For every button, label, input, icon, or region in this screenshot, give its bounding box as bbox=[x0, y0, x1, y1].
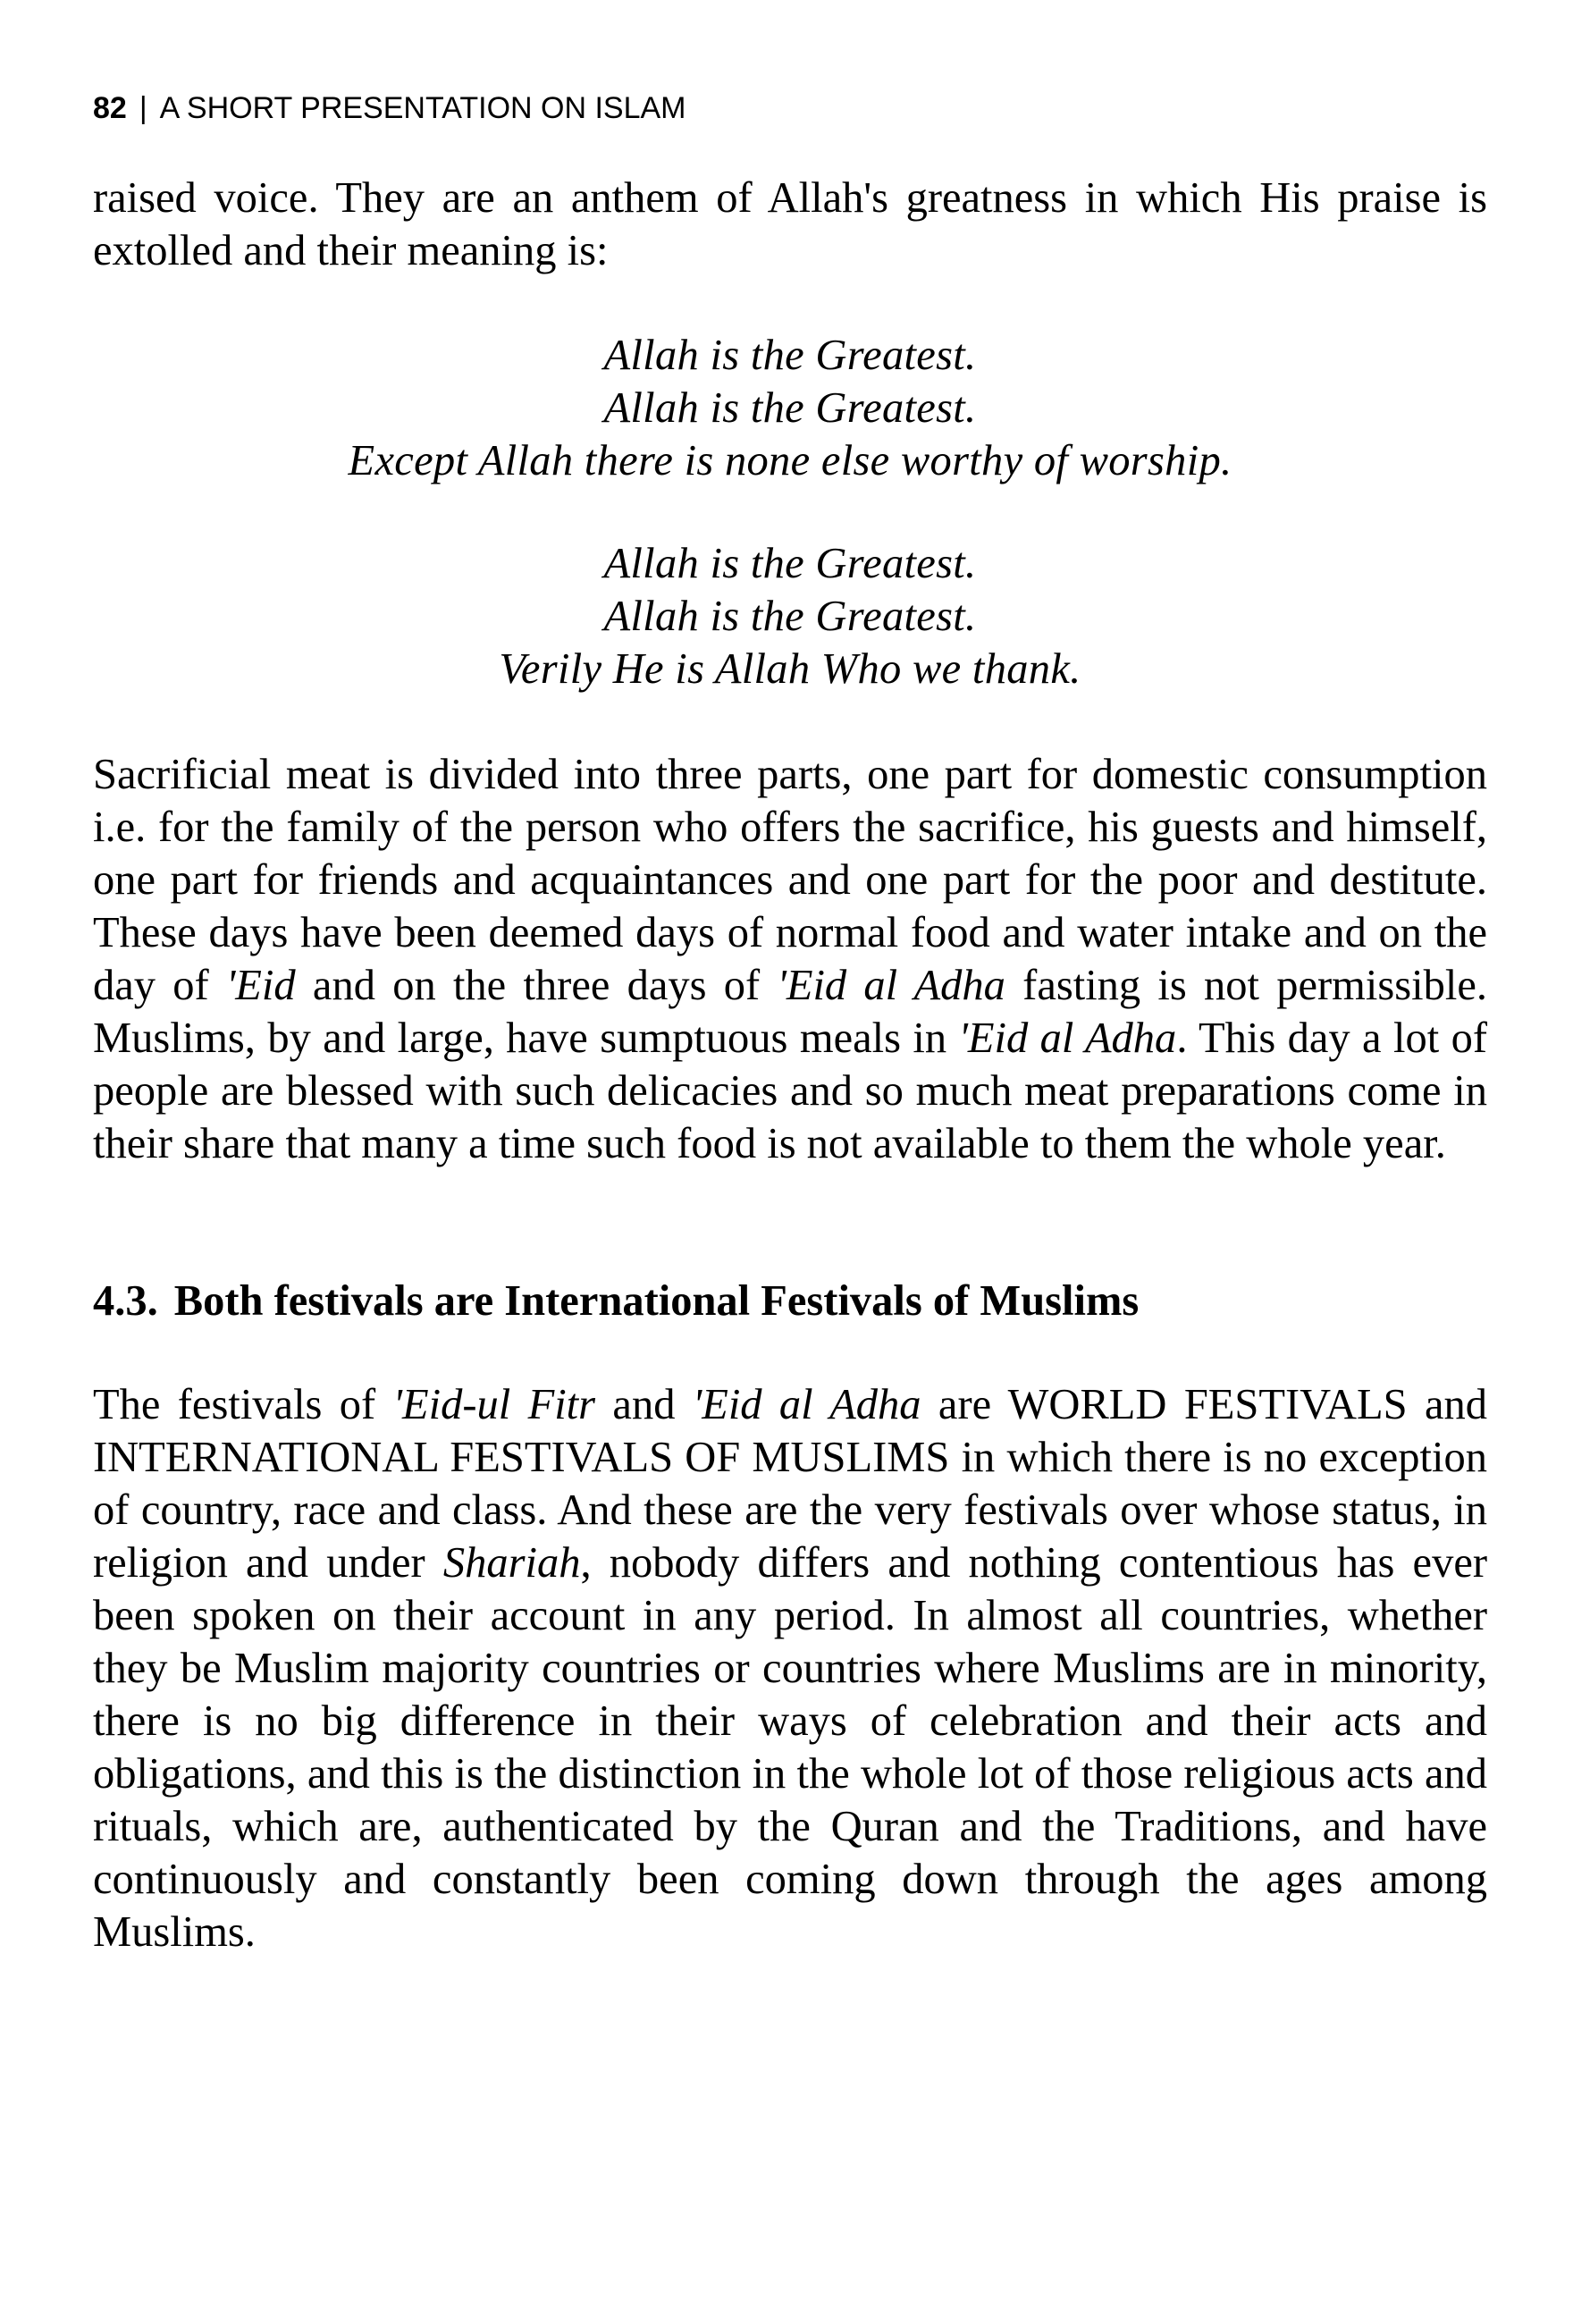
verse-line: Allah is the Greatest. bbox=[603, 593, 977, 640]
paragraph-2-text: . This day a lot of people are blessed with such delicacies and so much meat preparations come in their share that many a time such food is not available to them the whole year. bbox=[93, 1015, 1487, 1167]
header-separator: | bbox=[139, 91, 147, 125]
takbir-verse-2 bbox=[93, 537, 1487, 695]
verse-line: Allah is the Greatest. bbox=[603, 540, 977, 587]
term-eid: 'Eid bbox=[225, 962, 296, 1009]
paragraph-2 bbox=[93, 748, 1487, 1170]
section-number: 4.3. bbox=[93, 1277, 158, 1325]
term-eid-al-adha: 'Eid al Adha bbox=[958, 1015, 1177, 1062]
verse-line: Except Allah there is none else worthy of worship. bbox=[348, 437, 1232, 484]
paragraph-3-text: , nobody differs and nothing contentious has ever been spoken on their account in any period. In almost all countries, whether they be Muslim majority countries or countries where Muslims are in minority, there is no big difference in their ways of celebration and their acts and obligations, and this is the distinction in the whole lot of those religious acts and rituals, which are, authenticated by the Quran and the Traditions, and have continuously and constantly been coming down through the ages among Muslims. bbox=[93, 1539, 1487, 1956]
book-title: A SHORT PRESENTATION ON ISLAM bbox=[159, 91, 686, 125]
term-eid-al-adha: 'Eid al Adha bbox=[777, 962, 1005, 1009]
paragraph-3-text: are WORLD FESTIVALS and INTERNATIONAL FESTIVALS OF MUSLIMS in which there is no exception of country, race and class. And these are the very festivals over whose status, in religion and under bbox=[93, 1381, 1487, 1587]
running-header bbox=[93, 91, 686, 126]
takbir-verse-1 bbox=[93, 329, 1487, 487]
paragraph-3 bbox=[93, 1378, 1487, 1958]
term-shariah: Shariah bbox=[442, 1539, 581, 1587]
paragraph-3-text: and bbox=[595, 1381, 693, 1428]
paragraph-2-text: and on the three days of bbox=[295, 962, 778, 1009]
term-eid-al-adha: 'Eid al Adha bbox=[692, 1381, 921, 1428]
paragraph-1: raised voice. They are an anthem of Allah's greatness in which His praise is extolled and their meaning is: bbox=[93, 174, 1487, 274]
page-number: 82 bbox=[93, 91, 127, 125]
term-eid-ul-fitr: 'Eid-ul Fitr bbox=[392, 1381, 596, 1428]
paragraph-3-text: The festivals of bbox=[93, 1381, 393, 1428]
paragraph-2-text: Sacrificial meat is divided into three parts, one part for domestic consumption i.e. for the family of the person who offers the sacrifice, his guests and himself, one part for friends and acquaintances and one part for the poor and destitute. These days have been deemed days of normal food and water intake and on the day of bbox=[93, 751, 1487, 1009]
verse-line: Allah is the Greatest. bbox=[603, 384, 977, 432]
verse-line: Allah is the Greatest. bbox=[603, 332, 977, 379]
paragraph-2-text: fasting is not permissible. Muslims, by and large, have sumptuous meals in bbox=[93, 962, 1487, 1062]
section-title: Both festivals are International Festivals of Muslims bbox=[173, 1277, 1140, 1325]
verse-line: Verily He is Allah Who we thank. bbox=[499, 645, 1081, 693]
section-heading bbox=[93, 1275, 1139, 1327]
